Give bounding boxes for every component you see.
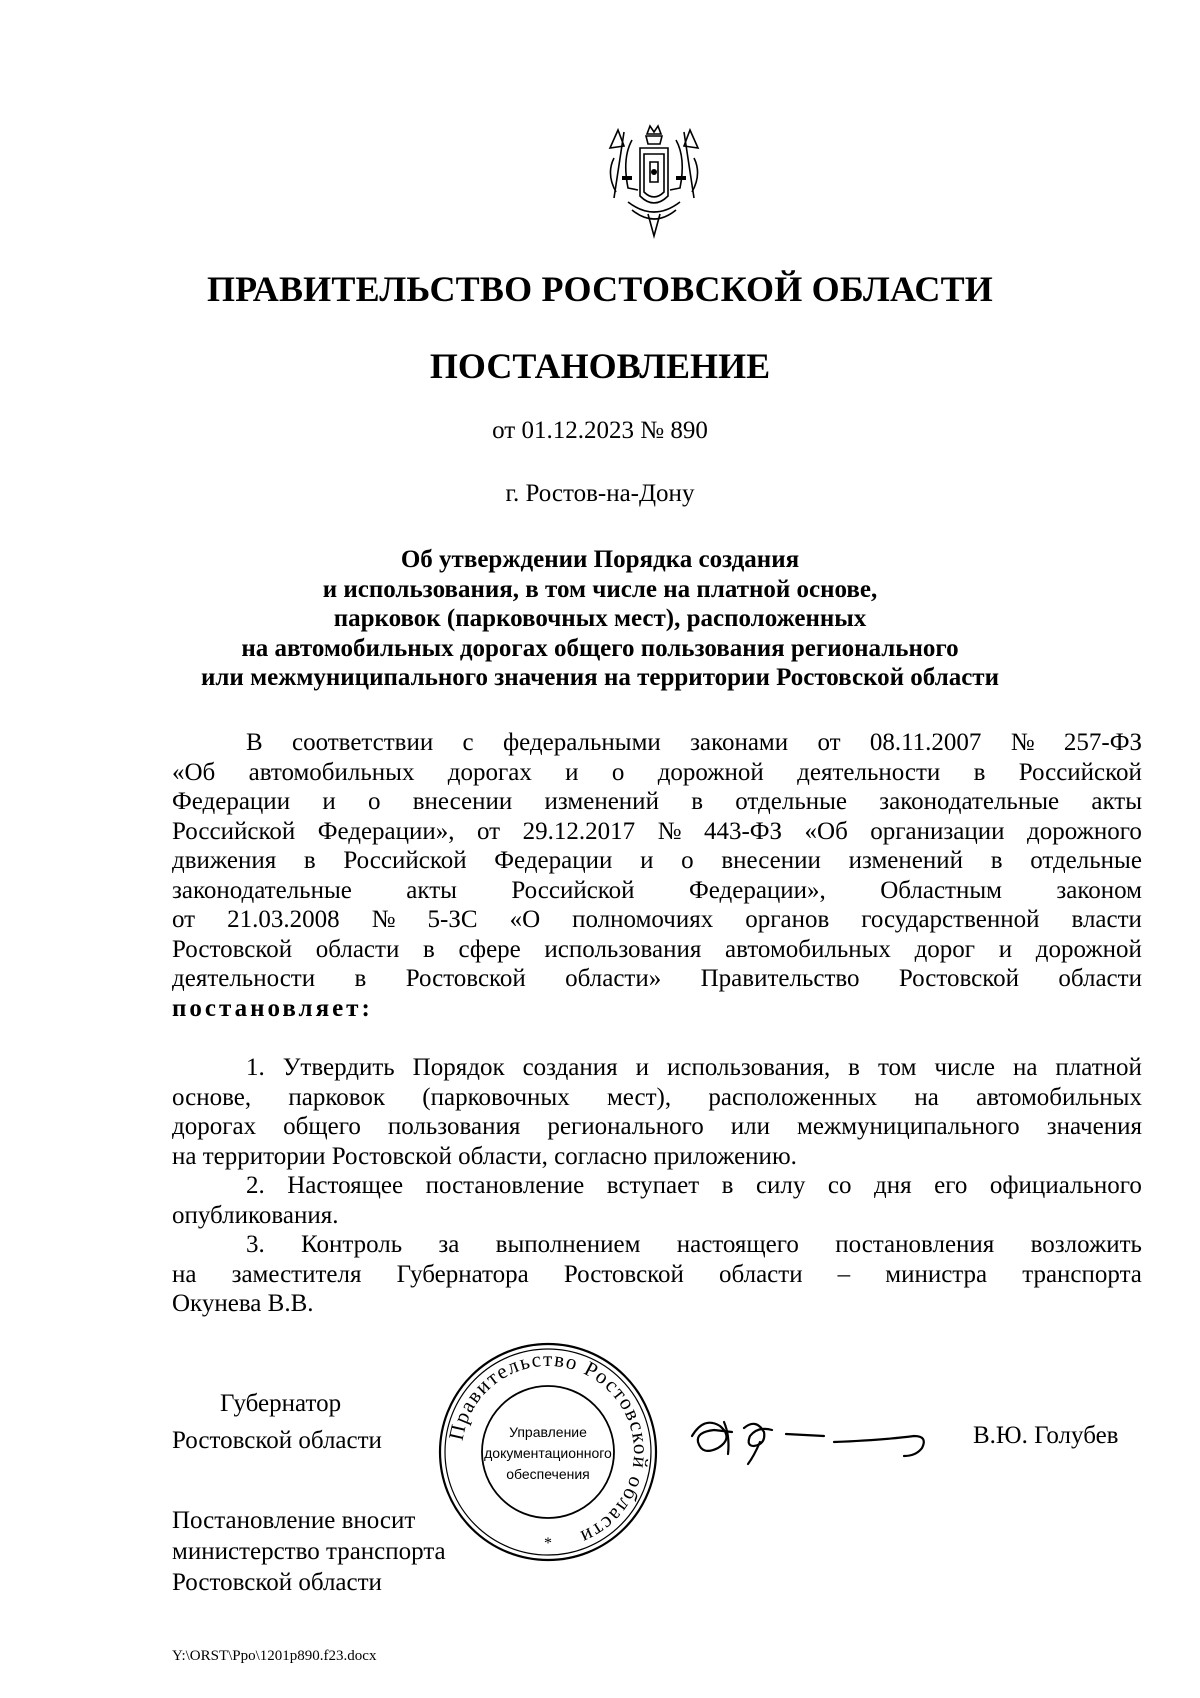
svg-text:Управление: Управление <box>509 1424 587 1440</box>
resolves-word: постановляет: <box>172 994 373 1022</box>
introduced-by <box>172 1505 446 1598</box>
preamble-line: Ростовской области в сфере использования автомобильных дорог и дорожной <box>172 935 1142 963</box>
signatory-name: В.Ю. Голубев <box>973 1422 1119 1449</box>
item-1-line: 1. Утвердить Порядок создания и использования, в том числе на платной <box>246 1054 1142 1081</box>
preamble-line: Российской Федерации», от 29.12.2017 № 443-ФЗ «Об организации дорожного <box>172 817 1142 845</box>
document-body <box>172 728 1142 1319</box>
svg-text:обеспечения: обеспечения <box>506 1466 590 1482</box>
svg-text:документационного: документационного <box>484 1445 612 1461</box>
official-seal-icon <box>436 1340 660 1564</box>
preamble-line: законодательные акты Российской Федерации», Областным законом <box>172 876 1142 904</box>
item-2-line: 2. Настоящее постановление вступает в силу со дня его официального <box>246 1172 1142 1199</box>
preamble-line: от 21.03.2008 № 5-ЗС «О полномочиях органов государственной власти <box>172 906 1142 933</box>
item-2-line: опубликования. <box>172 1201 339 1229</box>
resolves-line <box>172 994 1142 1024</box>
place-of-issue: г. Ростов-на-Дону <box>505 480 695 507</box>
svg-text:*: * <box>544 1535 552 1552</box>
introduced-line: министерство транспорта <box>172 1538 446 1565</box>
subject-line: на автомобильных дорогах общего пользования регионального <box>241 634 959 662</box>
svg-text:Правительство Ростовской облас: Правительство Ростовской области <box>443 1346 654 1551</box>
signatory-position <box>172 1385 382 1459</box>
subject-line: парковок (парковочных мест), расположенных <box>333 605 867 632</box>
file-path: Y:\ORST\Ppo\1201p890.f23.docx <box>172 1648 377 1664</box>
item-3-line: на заместителя Губернатора Ростовской области – министра транспорта <box>172 1260 1142 1288</box>
position-line: Ростовской области <box>172 1427 382 1454</box>
subject-line: и использования, в том числе на платной основе, <box>322 575 878 603</box>
coat-of-arms-icon <box>594 118 714 240</box>
item-3-line: Окунева В.В. <box>172 1290 314 1317</box>
date-and-number: от 01.12.2023 № 890 <box>492 417 708 444</box>
document-subject <box>160 545 1040 693</box>
item-1-line: дорогах общего пользования регионального или межмуниципального значения <box>172 1113 1142 1140</box>
position-line: Губернатор <box>220 1390 342 1417</box>
preamble-line: «Об автомобильных дорогах и о дорожной деятельности в Российской <box>172 758 1142 786</box>
preamble-line: деятельности в Ростовской области» Правительство Ростовской области <box>172 965 1142 992</box>
preamble-line: Федерации и о внесении изменений в отдельные законодательные акты <box>172 788 1142 815</box>
item-1-line: основе, парковок (парковочных мест), расположенных на автомобильных <box>172 1083 1142 1111</box>
organization-title: ПРАВИТЕЛЬСТВО РОСТОВСКОЙ ОБЛАСТИ <box>206 269 994 309</box>
subject-line: или межмуниципального значения на территории Ростовской области <box>200 664 999 691</box>
preamble-line: В соответствии с федеральными законами от 08.11.2007 № 257-ФЗ <box>246 729 1142 756</box>
handwritten-signature-icon <box>684 1396 934 1476</box>
introduced-line: Постановление вносит <box>172 1507 416 1534</box>
preamble-line: движения в Российской Федерации и о внесении изменений в отдельные <box>172 847 1142 874</box>
introduced-line: Ростовской области <box>172 1569 382 1596</box>
document-type: ПОСТАНОВЛЕНИЕ <box>429 346 771 386</box>
item-1-line: на территории Ростовской области, согласно приложению. <box>172 1142 797 1170</box>
subject-line: Об утверждении Порядка создания <box>400 546 800 573</box>
item-3-line: 3. Контроль за выполнением настоящего постановления возложить <box>246 1231 1142 1258</box>
